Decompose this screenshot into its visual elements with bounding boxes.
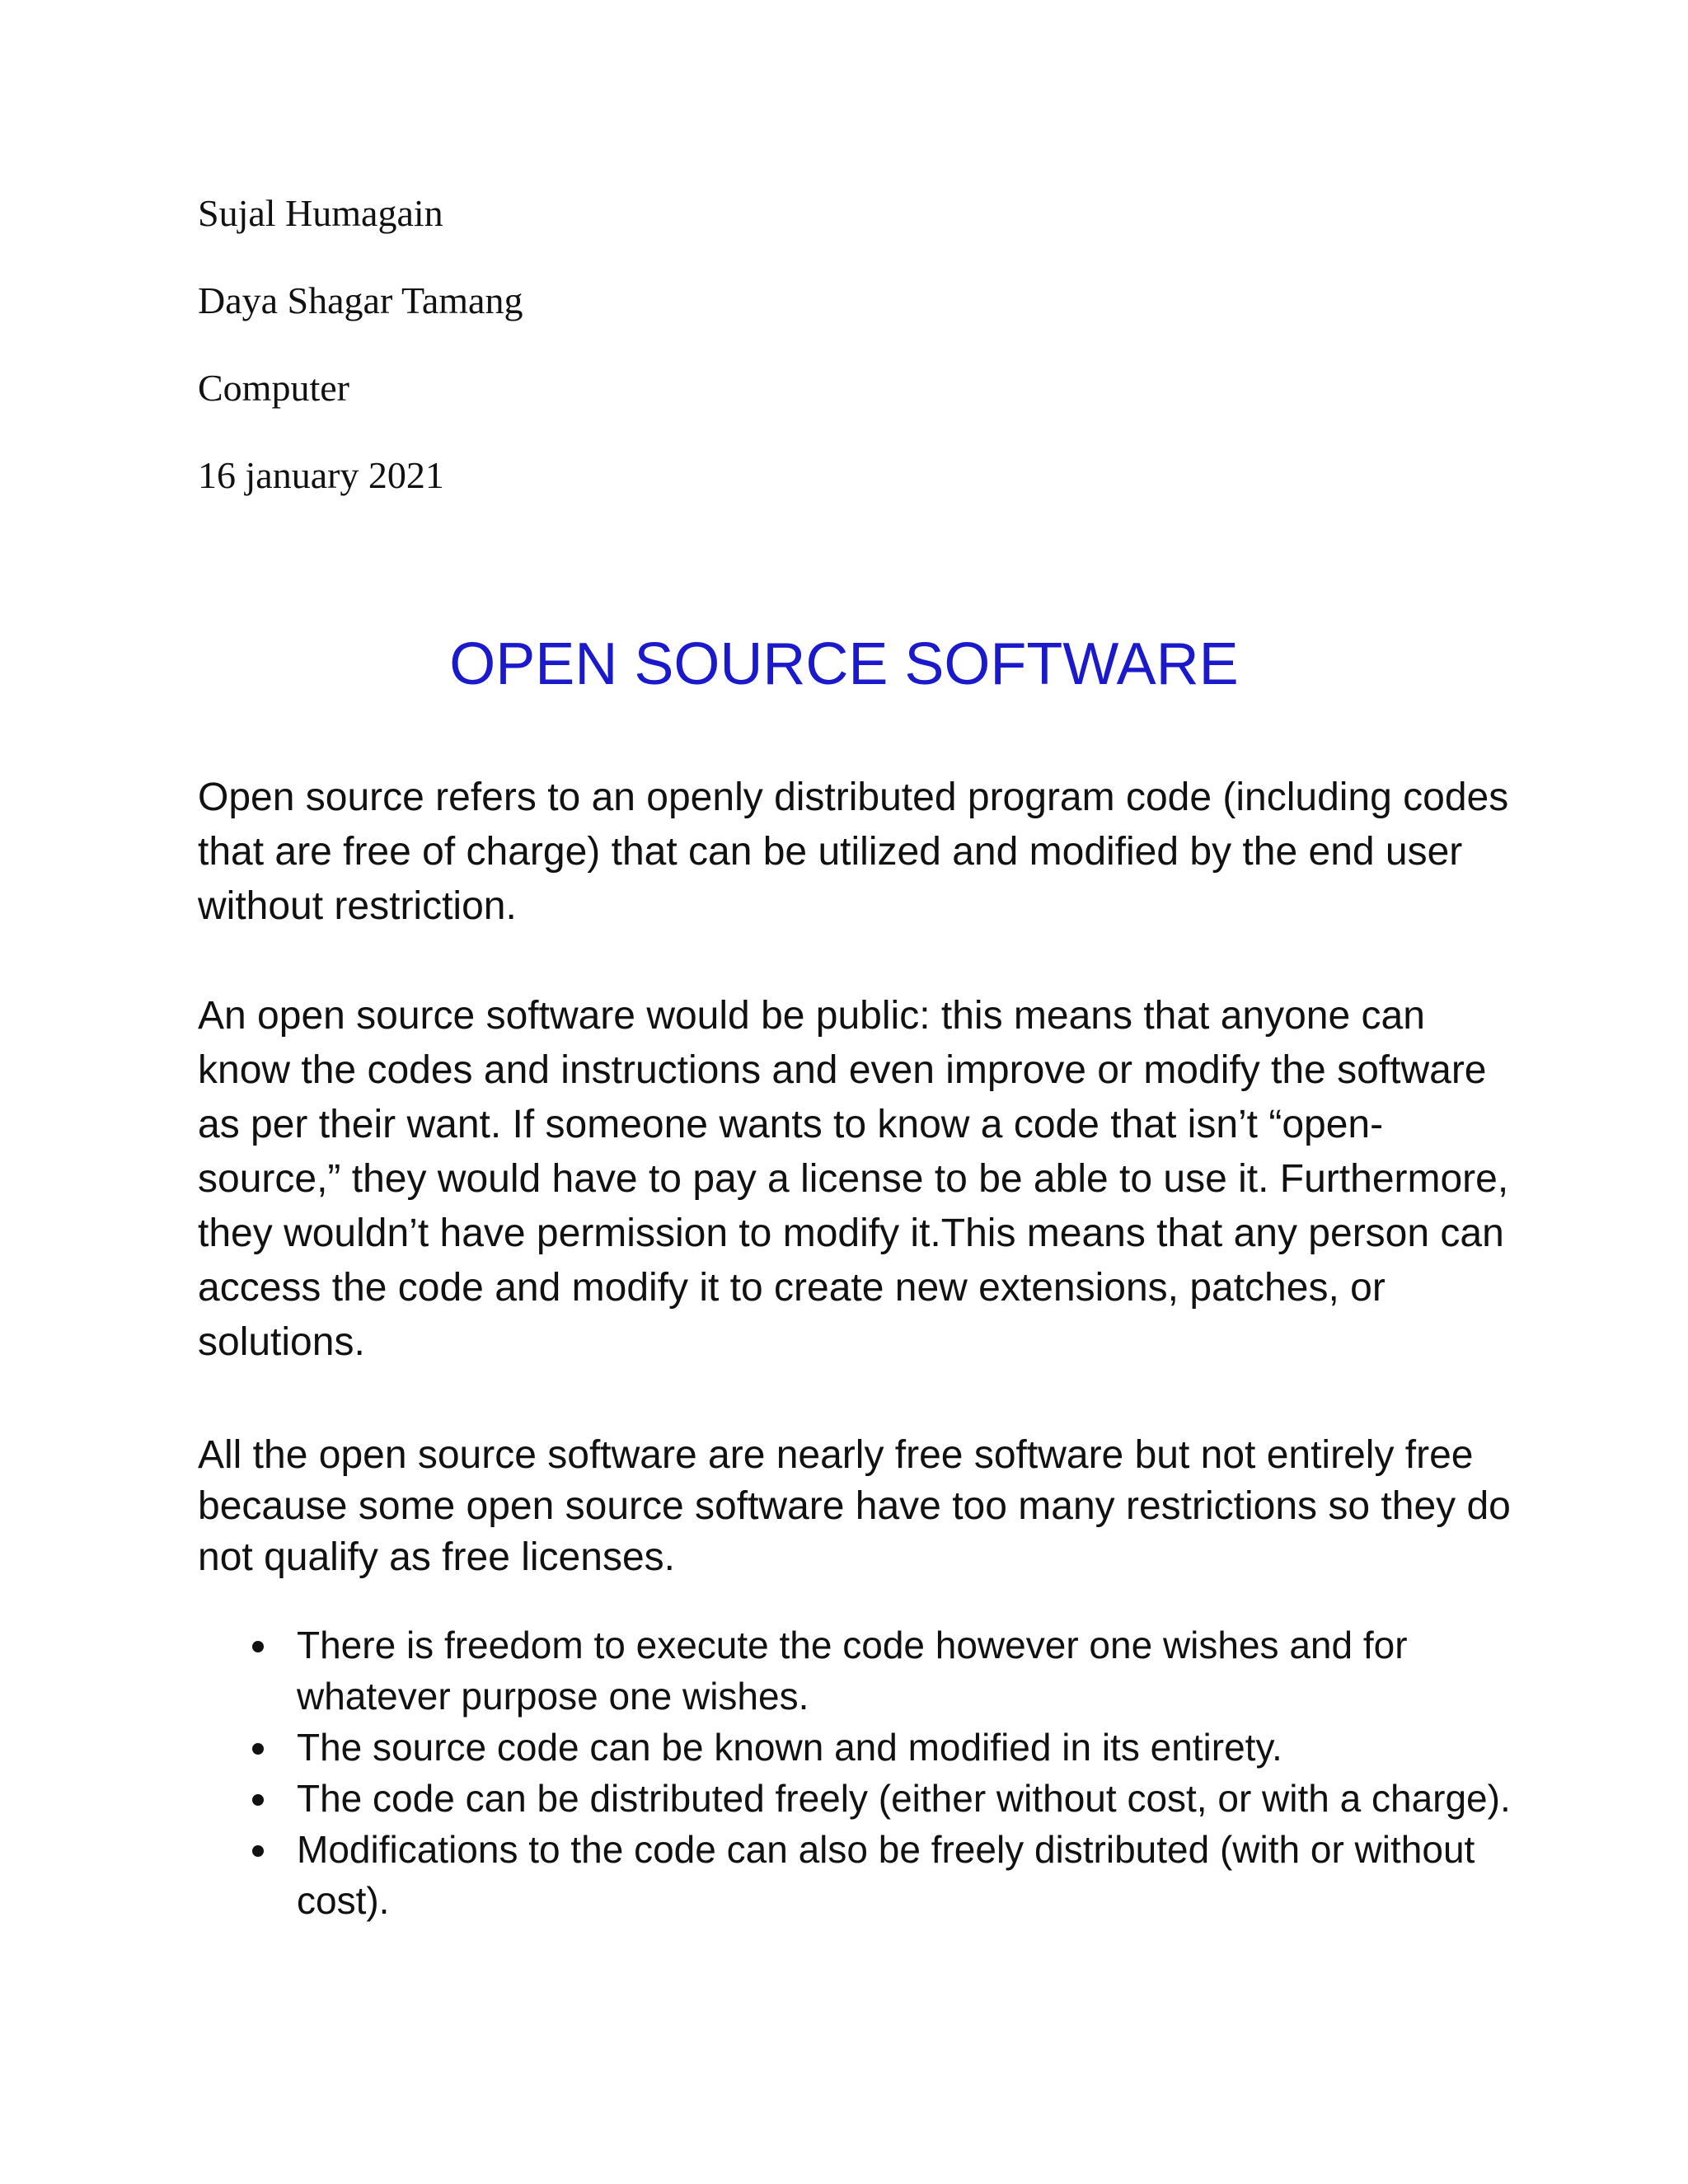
bullet-icon (252, 1641, 264, 1652)
list-item-text: The source code can be known and modified in its entirety. (297, 1726, 1282, 1769)
freedoms-list (198, 1619, 1533, 1926)
list-item-text: There is freedom to execute the code however one wishes and for whatever purpose one wishes. (297, 1624, 1408, 1718)
subject-name: Computer (198, 367, 349, 409)
bullet-icon (252, 1794, 264, 1806)
bullet-icon (252, 1743, 264, 1755)
list-item-text: The code can be distributed freely (either without cost, or with a charge). (297, 1777, 1511, 1820)
author-name: Sujal Humagain (198, 192, 443, 234)
list-item (198, 1619, 1533, 1722)
bullet-icon (252, 1845, 264, 1857)
document-date: 16 january 2021 (198, 454, 444, 496)
instructor-name: Daya Shagar Tamang (198, 279, 523, 321)
list-item (198, 1722, 1533, 1773)
header-block (198, 194, 523, 544)
list-item (198, 1824, 1533, 1926)
list-item (198, 1773, 1533, 1824)
paragraph-public-code: An open source software would be public: this means that anyone can know the codes and instructions and even improve or modify the software as per their want. If someone wants to know a code that isn’t “open-source,” they would have to pay a license to be able to use it. Furthermore, they wouldn’t have permission to modify it.This means that any person can access the code and modify it to create new extensions, patches, or solutions. (198, 994, 1509, 1364)
document-title: OPEN SOURCE SOFTWARE (449, 631, 1239, 697)
paragraph-free-software: All the open source software are nearly free software but not entirely free because some open source software have too many restrictions so they do not qualify as free licenses. (198, 1433, 1511, 1579)
list-item-text: Modifications to the code can also be freely distributed (with or without cost). (297, 1828, 1475, 1922)
paragraph-definition: Open source refers to an openly distributed program code (including codes that are free of charge) that can be utilized and modified by the end user without restriction. (198, 776, 1509, 928)
